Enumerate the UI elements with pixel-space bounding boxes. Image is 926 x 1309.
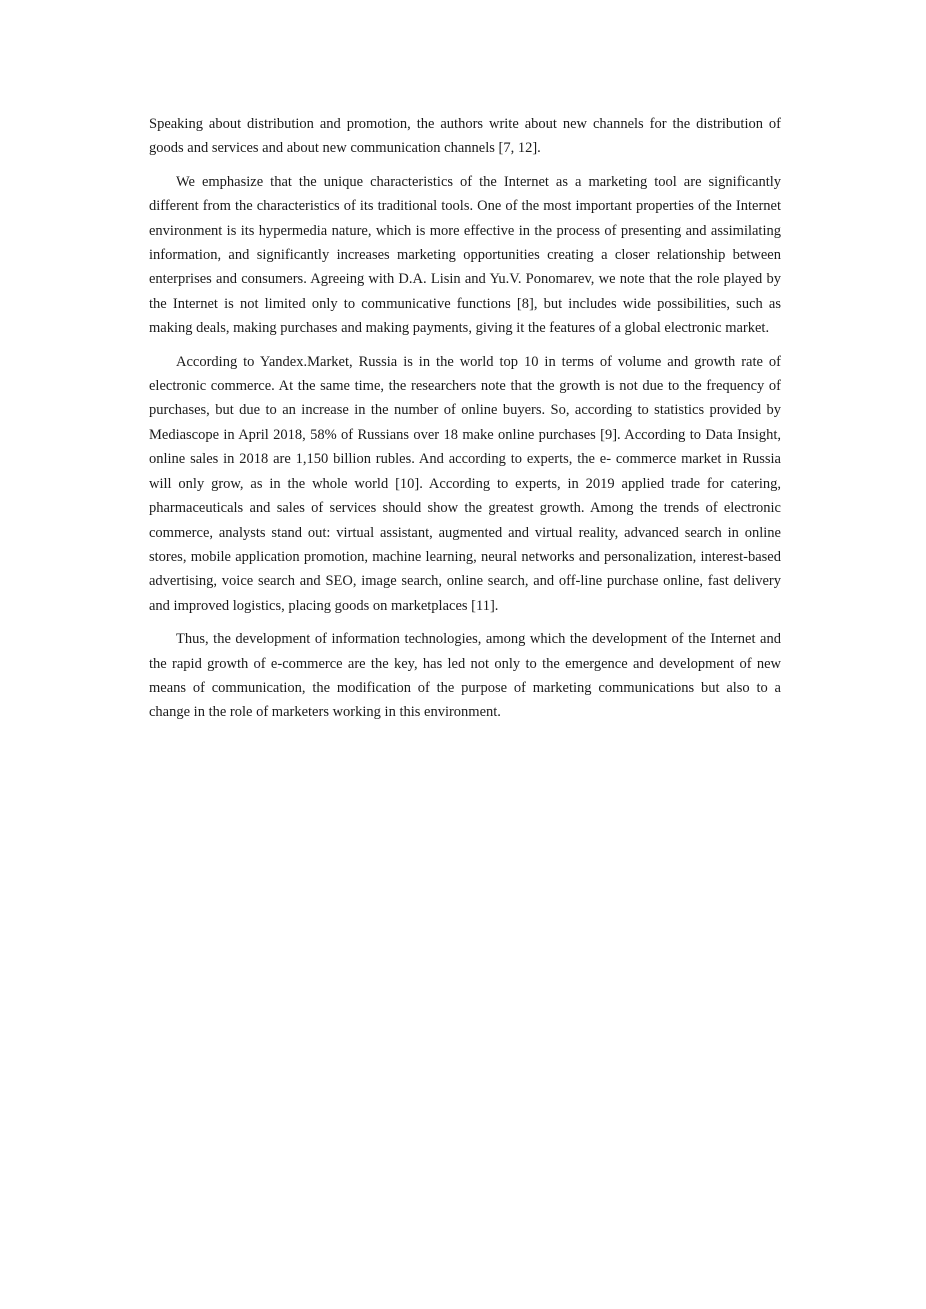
paragraph: Speaking about distribution and promotion, the authors write about new channels for the distribution of goods and services and about new communication channels [7, 12]. — [149, 116, 781, 157]
paragraph: According to Yandex.Market, Russia is in the world top 10 in terms of volume and growth rate of electronic commerce. At the same time, the researchers note that the growth is not due to the frequency of purchases, but due to an increase in the number of online buyers. So, according to statistics provided by Mediascope in April 2018, 58% of Russians over 18 make online purchases [9]. According to Data Insight, online sales in 2018 are 1,150 billion rubles. And according to experts, the e- commerce market in Russia will only grow, as in the whole world [10]. According to experts, in 2019 applied trade for catering, pharmaceuticals and sales of services should show the greatest growth. Among the trends of electronic commerce, analysts stand out: virtual assistant, augmented and virtual reality, advanced search in online stores, mobile application promotion, machine learning, neural networks and personalization, interest-based advertising, voice search and SEO, image search, online search, and off-line purchase online, fast delivery and improved logistics, placing goods on marketplaces [11]. — [149, 353, 781, 614]
paragraph: We emphasize that the unique characteristics of the Internet as a marketing tool are significantly different from the characteristics of its traditional tools. One of the most important properties of the Internet environment is its hypermedia nature, which is more effective in the process of presenting and assimilating information, and significantly increases marketing opportunities creating a closer relationship between enterprises and consumers. Agreeing with D.A. Lisin and Yu.V. Ponomarev, we note that the role played by the Internet is not limited only to communicative functions [8], but includes wide possibilities, such as making deals, making purchases and making payments, giving it the features of a global electronic market. — [149, 173, 781, 337]
page-text-block — [149, 112, 781, 734]
paragraph: Thus, the development of information technologies, among which the development of the Internet and the rapid growth of e-commerce are the key, has led not only to the emergence and development of new means of communication, the modification of the purpose of marketing communications but also to a change in the role of marketers working in this environment. — [149, 631, 781, 721]
